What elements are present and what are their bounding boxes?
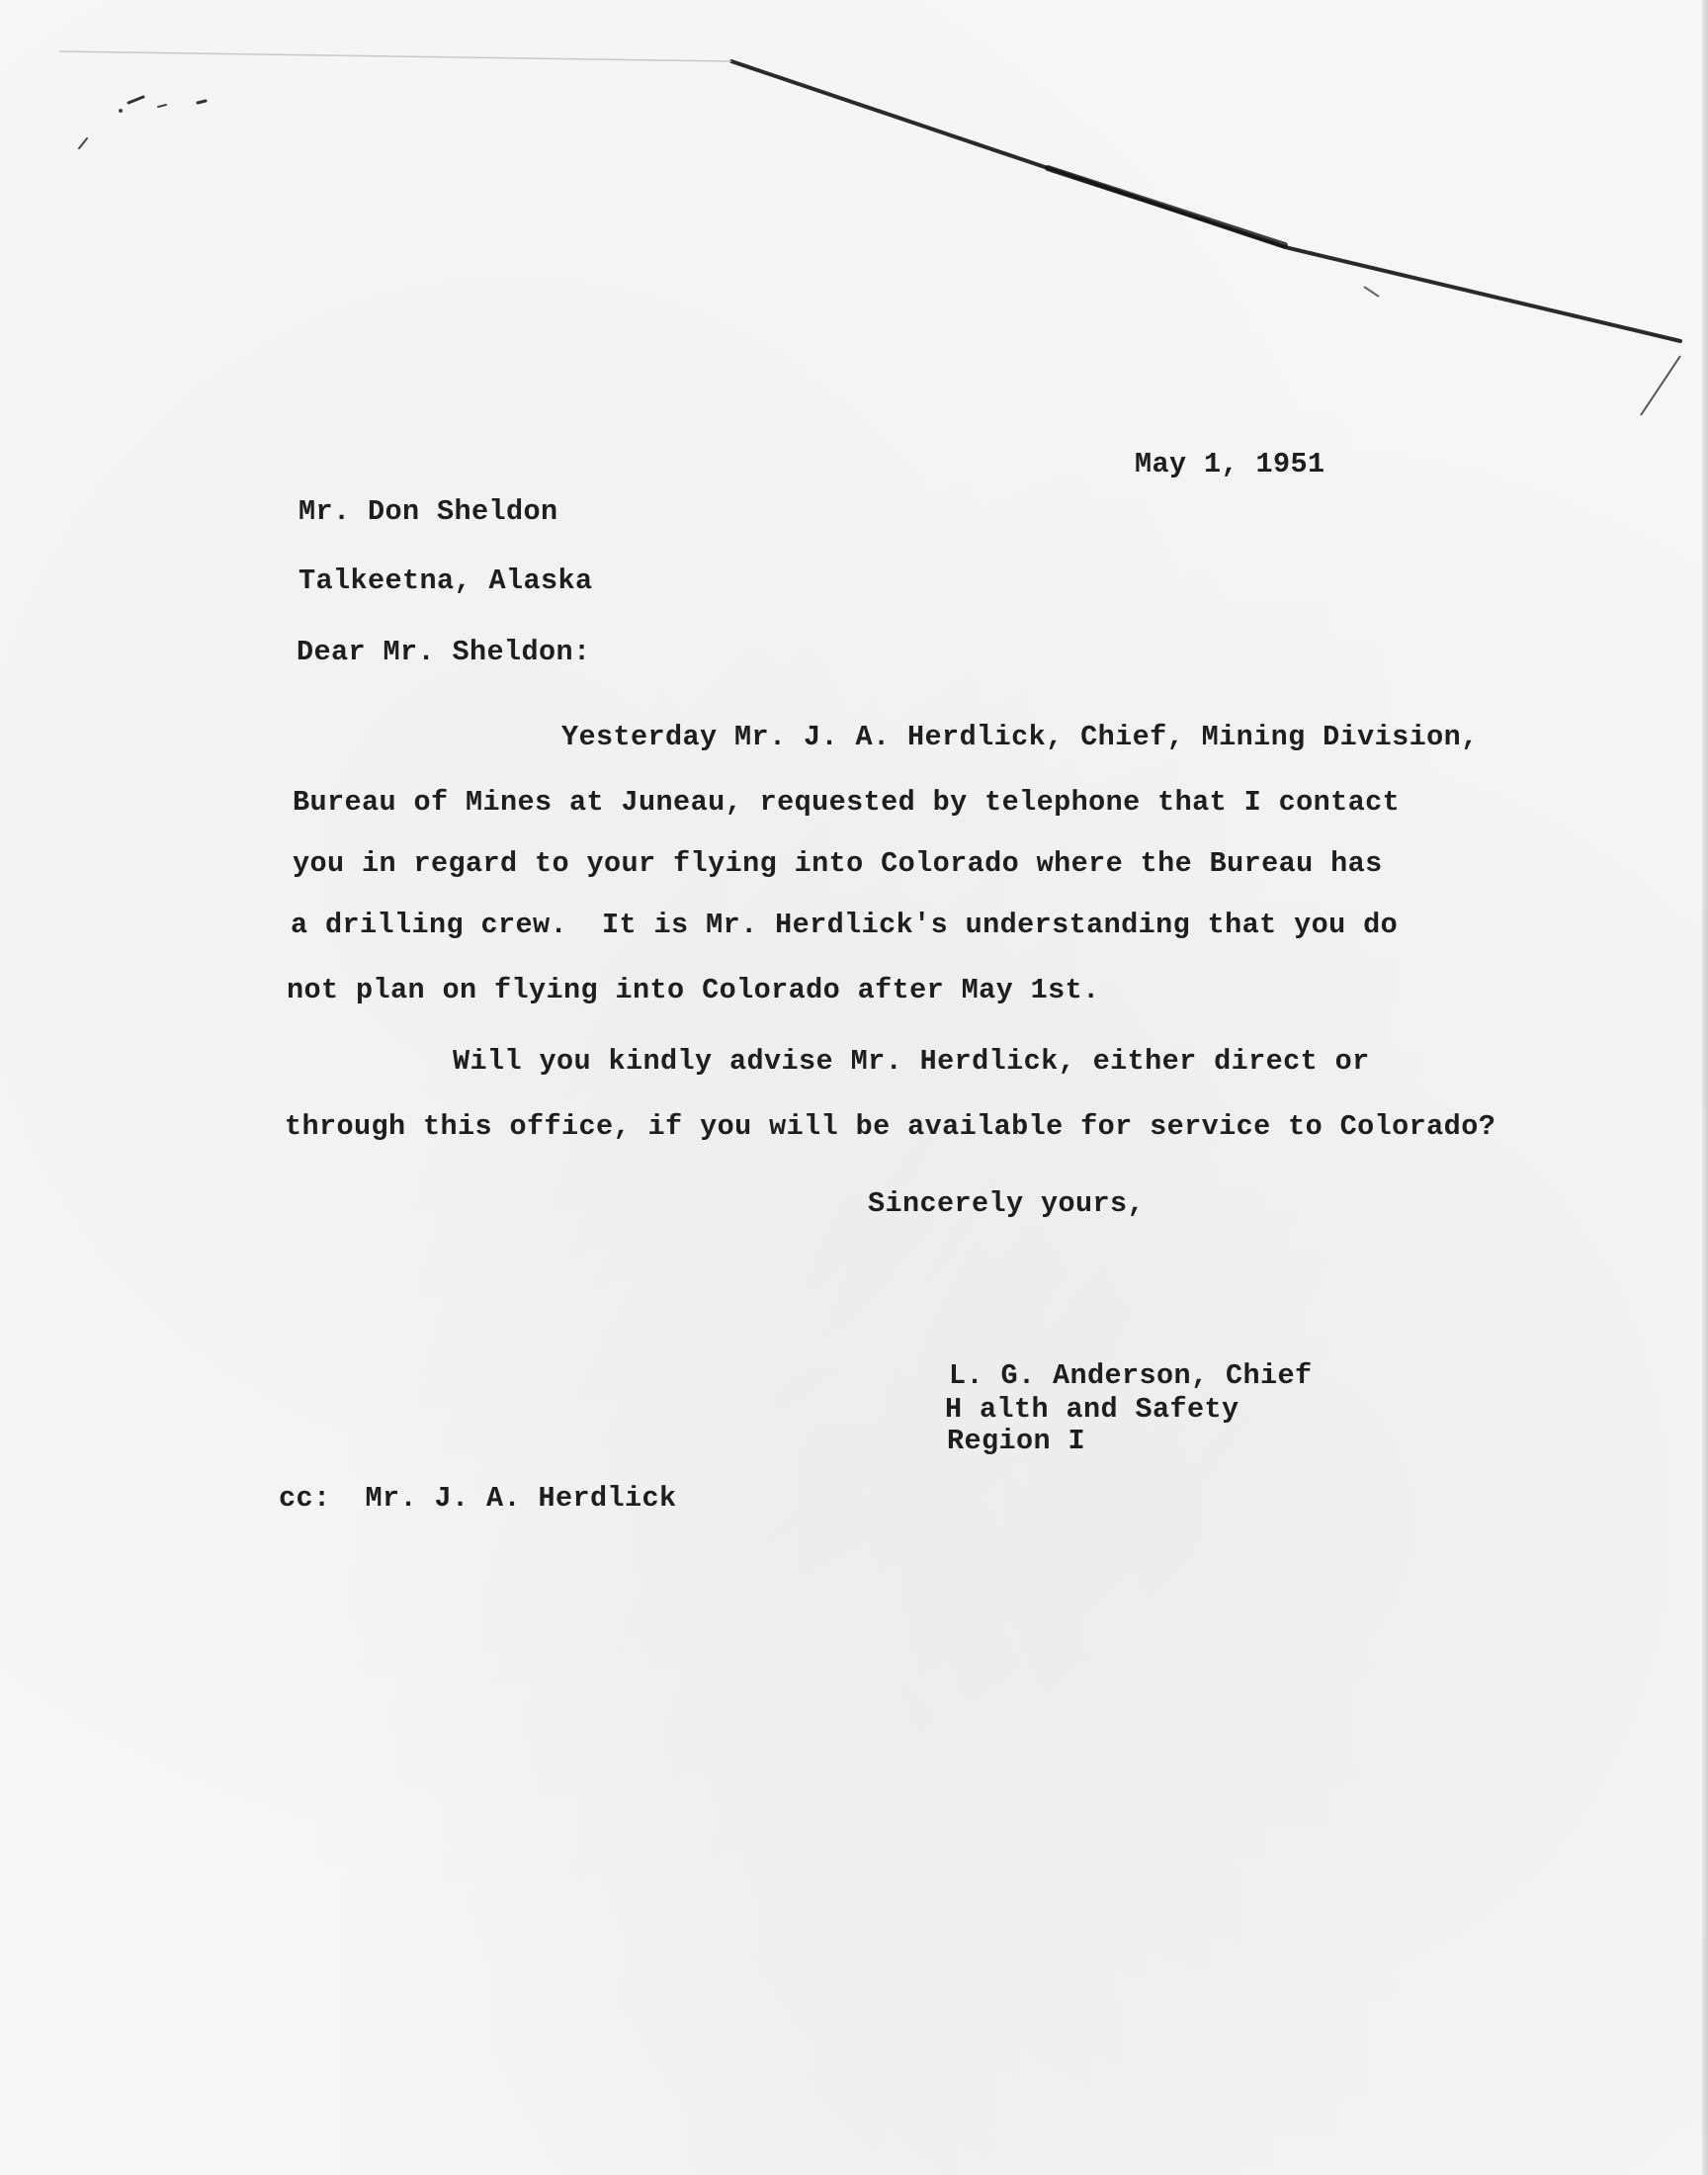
fold-crease-mark xyxy=(0,0,1708,415)
recipient-name: Mr. Don Sheldon xyxy=(299,495,558,528)
letter-date: May 1, 1951 xyxy=(1135,448,1325,480)
signatory-region: Region I xyxy=(947,1425,1086,1457)
ink-smudge-marks xyxy=(59,89,257,168)
signatory-department: H alth and Safety xyxy=(945,1393,1239,1426)
carbon-copy-line: cc: Mr. J. A. Herdlick xyxy=(279,1482,677,1515)
body-paragraph-1-line-5: not plan on flying into Colorado after May 1st. xyxy=(287,974,1100,1006)
complimentary-closing: Sincerely yours, xyxy=(868,1187,1146,1220)
body-paragraph-1-line-4: a drilling crew. It is Mr. Herdlick's understanding that you do xyxy=(291,909,1399,941)
body-paragraph-2-line-2: through this office, if you will be available for service to Colorado? xyxy=(285,1110,1496,1143)
body-paragraph-1-line-3: you in regard to your flying into Colorado where the Bureau has xyxy=(293,847,1383,880)
body-paragraph-1-line-2: Bureau of Mines at Juneau, requested by telephone that I contact xyxy=(293,786,1401,819)
recipient-location: Talkeetna, Alaska xyxy=(299,565,593,597)
body-paragraph-2-line-1: Will you kindly advise Mr. Herdlick, either direct or xyxy=(453,1045,1370,1078)
body-paragraph-1-line-1: Yesterday Mr. J. A. Herdlick, Chief, Mining Division, xyxy=(561,721,1479,753)
salutation: Dear Mr. Sheldon: xyxy=(297,636,591,668)
signatory-name-title: L. G. Anderson, Chief xyxy=(949,1359,1313,1392)
